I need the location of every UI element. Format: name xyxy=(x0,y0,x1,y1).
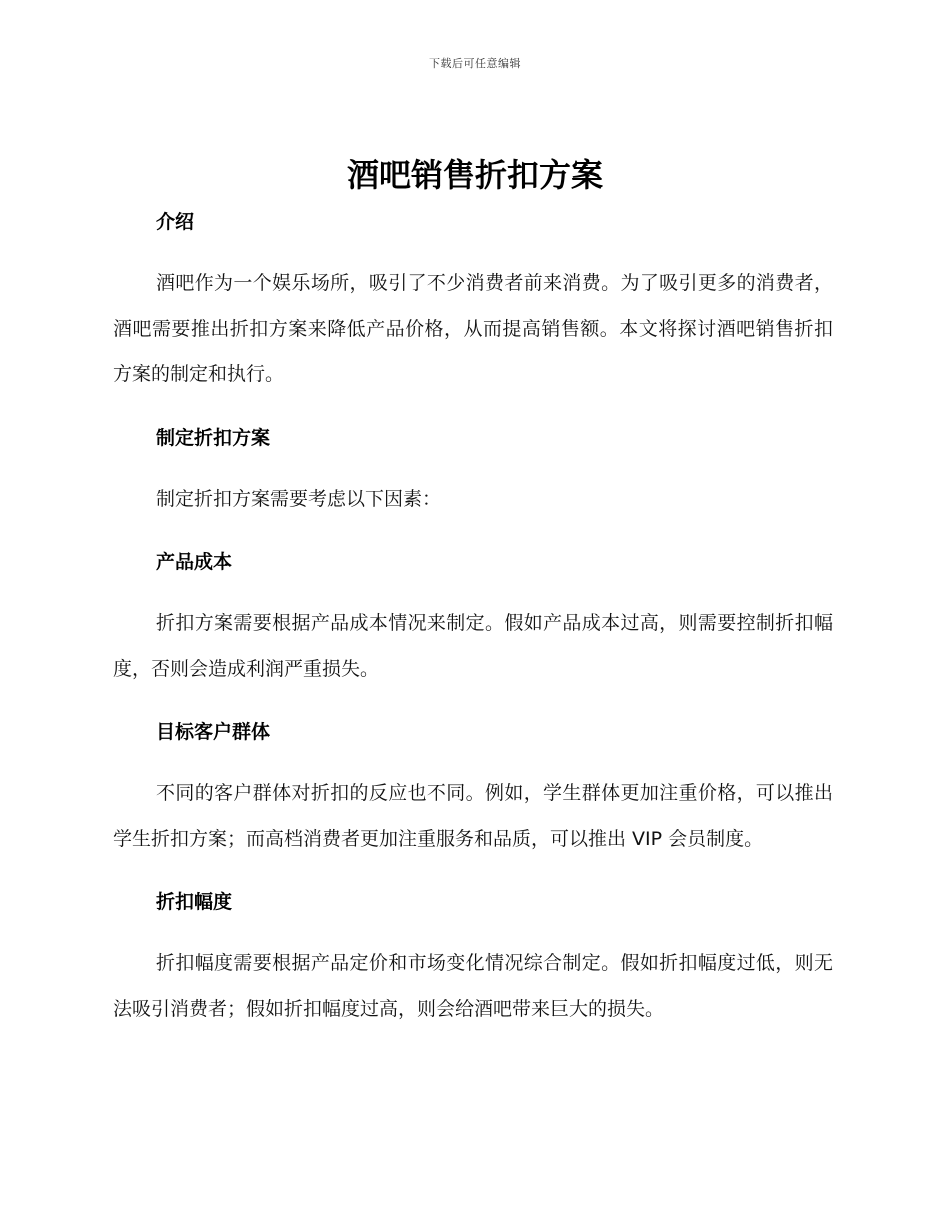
section-paragraph-target-customers: 不同的客户群体对折扣的反应也不同。例如，学生群体更加注重价格，可以推出学生折扣方案；而高档消费者更加注重服务和品质，可以推出 VIP 会员制度。 xyxy=(113,782,833,850)
header-note: 下载后可任意编辑 xyxy=(429,57,521,70)
document-body xyxy=(113,205,833,1032)
section-heading-plan: 制定折扣方案 xyxy=(156,426,271,449)
section-heading-product-cost: 产品成本 xyxy=(156,551,233,573)
section-paragraph-intro: 酒吧作为一个娱乐场所，吸引了不少消费者前来消费。为了吸引更多的消费者，酒吧需要推出折扣方案来降低产品价格，从而提高销售额。本文将探讨酒吧销售折扣方案的制定和执行。 xyxy=(113,272,833,385)
section-paragraph-product-cost: 折扣方案需要根据产品成本情况来制定。假如产品成本过高，则需要控制折扣幅度，否则会造成利润严重损失。 xyxy=(113,612,833,680)
section-heading-discount-range: 折扣幅度 xyxy=(156,891,233,913)
section-heading-intro: 介绍 xyxy=(156,211,195,233)
section-heading-target-customers: 目标客户群体 xyxy=(156,721,271,743)
section-paragraph-plan: 制定折扣方案需要考虑以下因素： xyxy=(156,487,442,510)
section-paragraph-discount-range: 折扣幅度需要根据产品定价和市场变化情况综合制定。假如折扣幅度过低，则无法吸引消费者；假如折扣幅度过高，则会给酒吧带来巨大的损失。 xyxy=(113,952,833,1020)
document-title: 酒吧销售折扣方案 xyxy=(346,156,603,194)
